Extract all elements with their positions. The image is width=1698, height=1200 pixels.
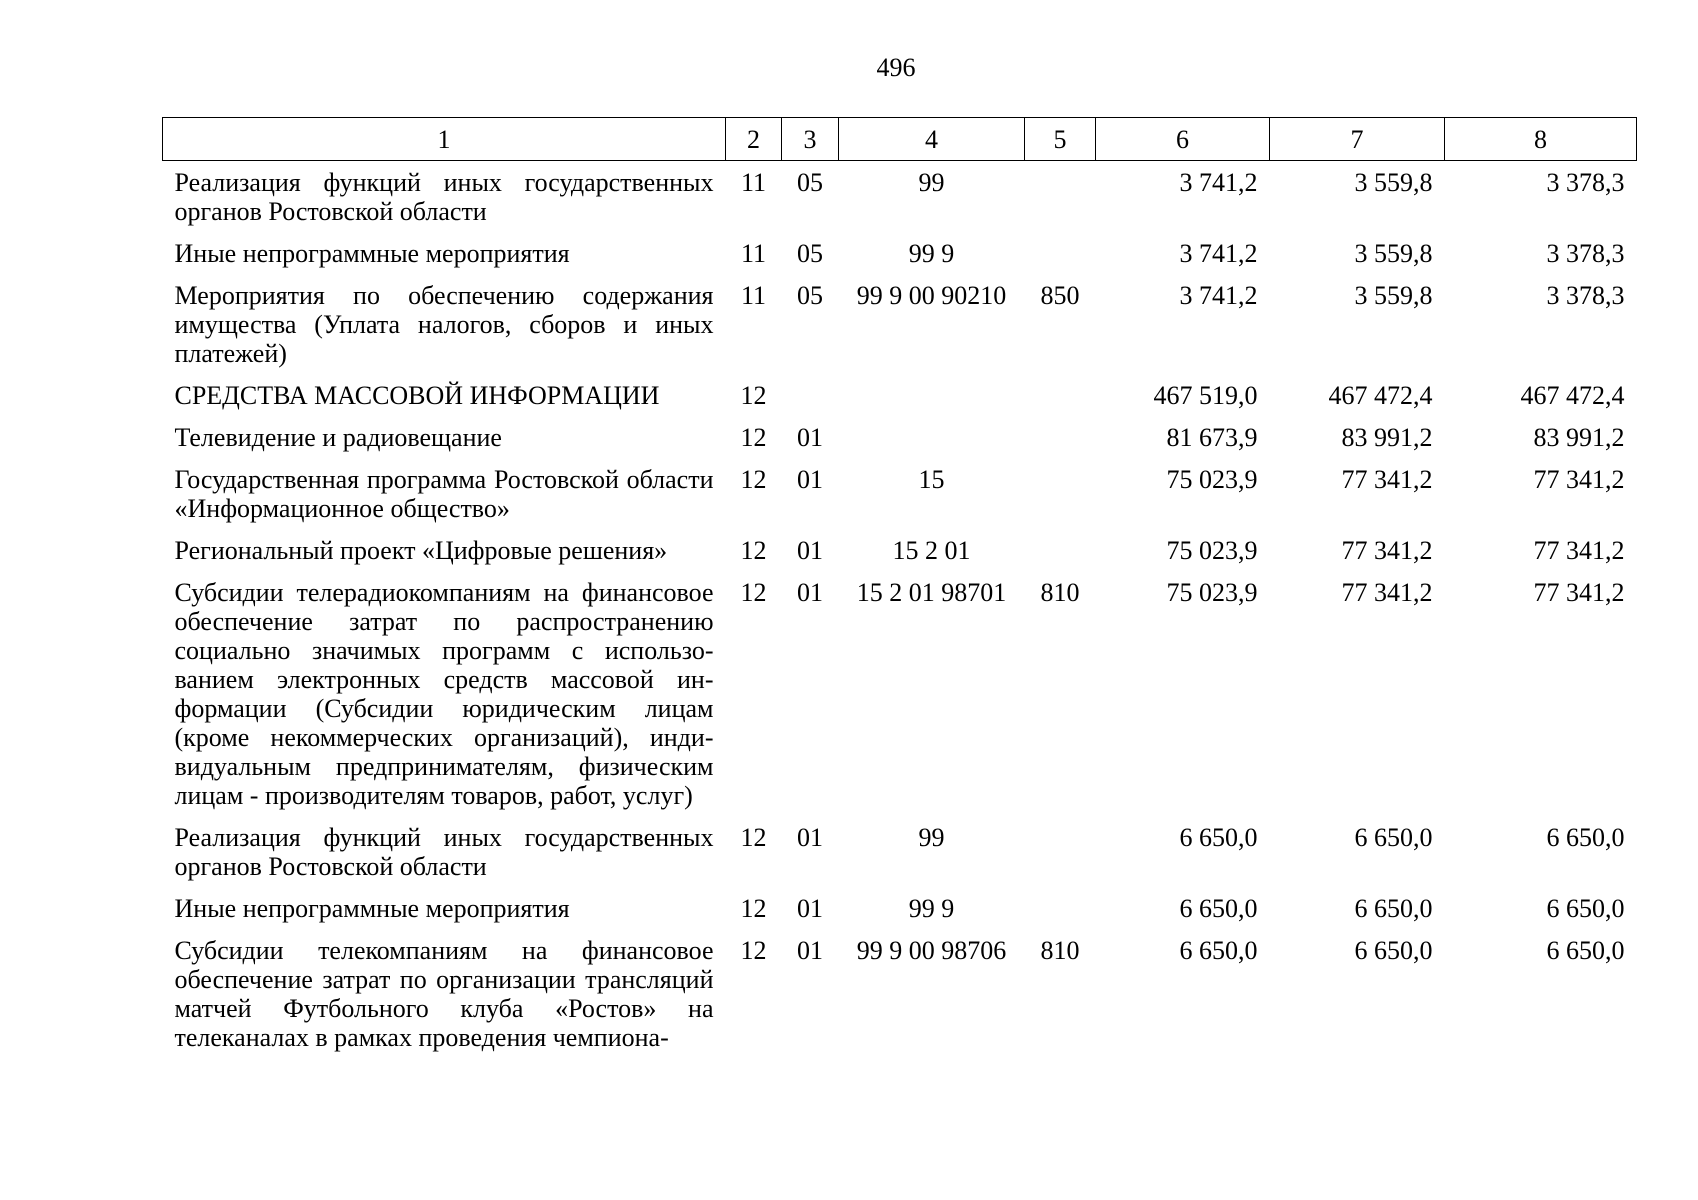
row-amount-7: 3 559,8: [1354, 239, 1433, 268]
row-section: 11: [740, 239, 767, 268]
row-subsection: 01: [797, 536, 823, 565]
row-name: Телевидение и радиовещание: [174, 423, 502, 452]
row-amount-7: 6 650,0: [1354, 894, 1433, 923]
table-row: [163, 571, 1637, 816]
row-target-article: 15: [918, 465, 945, 494]
table-row: [163, 816, 1637, 887]
row-target-article: [839, 416, 1025, 458]
row-expense-type: [1025, 887, 1096, 929]
row-name: СРЕДСТВА МАССОВОЙ ИНФОРМАЦИИ: [174, 381, 660, 410]
row-subsection: 01: [797, 578, 823, 607]
table-row: [163, 232, 1637, 274]
row-amount-8: 3 378,3: [1546, 239, 1625, 268]
row-amount-7: 77 341,2: [1341, 465, 1433, 494]
row-target-article: 99 9: [908, 894, 955, 923]
row-amount-6: 3 741,2: [1179, 281, 1258, 310]
row-amount-6: 3 741,2: [1179, 239, 1258, 268]
row-amount-6: 467 519,0: [1153, 381, 1258, 410]
row-expense-type: 810: [1040, 578, 1080, 607]
row-name: Реализация функций иных государственных органов Ростовской области: [174, 168, 714, 226]
row-amount-7: 467 472,4: [1328, 381, 1433, 410]
row-amount-8: 3 378,3: [1546, 168, 1625, 197]
row-section: 12: [740, 465, 767, 494]
row-amount-8: 77 341,2: [1533, 465, 1625, 494]
row-amount-7: 6 650,0: [1354, 823, 1433, 852]
row-expense-type: [1025, 458, 1096, 529]
row-subsection: 05: [797, 168, 823, 197]
row-amount-8: 77 341,2: [1533, 536, 1625, 565]
row-amount-6: 6 650,0: [1179, 936, 1258, 965]
row-target-article: 99: [918, 168, 945, 197]
table-row: [163, 458, 1637, 529]
row-target-article: 15 2 01: [892, 536, 971, 565]
row-subsection: 05: [797, 281, 823, 310]
row-subsection: [782, 374, 839, 416]
page-number: 496: [876, 53, 916, 82]
row-name: Региональный проект «Цифровые решения»: [174, 536, 668, 565]
budget-table: [162, 117, 1637, 1058]
col-header-3: 3: [782, 118, 839, 161]
row-amount-7: 83 991,2: [1341, 423, 1433, 452]
row-subsection: 01: [797, 823, 823, 852]
col-header-7: 7: [1270, 118, 1445, 161]
row-amount-6: 75 023,9: [1166, 465, 1258, 494]
row-section: 12: [740, 536, 767, 565]
row-expense-type: [1025, 529, 1096, 571]
row-amount-7: 3 559,8: [1354, 168, 1433, 197]
row-expense-type: [1025, 816, 1096, 887]
row-target-article: 15 2 01 98701: [856, 578, 1007, 607]
row-amount-6: 6 650,0: [1179, 894, 1258, 923]
row-subsection: 01: [797, 423, 823, 452]
row-subsection: 05: [797, 239, 823, 268]
row-expense-type: [1025, 232, 1096, 274]
row-expense-type: 850: [1040, 281, 1080, 310]
row-amount-6: 3 741,2: [1179, 168, 1258, 197]
row-section: 12: [740, 894, 767, 923]
row-section: 12: [740, 381, 767, 410]
row-amount-6: 81 673,9: [1166, 423, 1258, 452]
row-amount-8: 3 378,3: [1546, 281, 1625, 310]
table-row: [163, 374, 1637, 416]
row-subsection: 01: [797, 465, 823, 494]
header-row: [163, 118, 1637, 161]
row-subsection: 01: [797, 936, 823, 965]
row-target-article: 99 9: [908, 239, 955, 268]
table-row: [163, 929, 1637, 1058]
row-amount-7: 77 341,2: [1341, 536, 1433, 565]
row-amount-6: 75 023,9: [1166, 578, 1258, 607]
row-target-article: 99 9 00 98706: [856, 936, 1007, 965]
row-section: 11: [740, 281, 767, 310]
row-subsection: 01: [797, 894, 823, 923]
row-expense-type: [1025, 161, 1096, 233]
row-amount-8: 6 650,0: [1546, 823, 1625, 852]
table-row: [163, 274, 1637, 374]
row-section: 12: [740, 423, 767, 452]
row-amount-7: 3 559,8: [1354, 281, 1433, 310]
row-name: Иные непрограммные мероприятия: [174, 894, 570, 923]
row-target-article: 99: [918, 823, 945, 852]
row-amount-8: 467 472,4: [1520, 381, 1625, 410]
row-amount-8: 83 991,2: [1533, 423, 1625, 452]
row-expense-type: [1025, 374, 1096, 416]
row-section: 12: [740, 578, 767, 607]
row-amount-6: 6 650,0: [1179, 823, 1258, 852]
row-amount-6: 75 023,9: [1166, 536, 1258, 565]
row-amount-8: 6 650,0: [1546, 894, 1625, 923]
col-header-2: 2: [726, 118, 782, 161]
row-target-article: [839, 374, 1025, 416]
row-name: Реализация функций иных государственных органов Ростовской области: [174, 823, 714, 881]
row-expense-type: 810: [1040, 936, 1080, 965]
row-amount-8: 6 650,0: [1546, 936, 1625, 965]
col-header-6: 6: [1096, 118, 1270, 161]
row-name: Субсидии телерадиокомпаниям на финансовое обеспечение затрат по распространению социально значимых программ с использованием электронных средств массовой информации (Субсидии юридическим лицам (кроме некоммерческих организаций), индивидуальным предпринимателям, физическим лицам - производителям товаров, работ, услуг): [174, 578, 714, 810]
row-name: Государственная программа Ростовской области «Информационное общество»: [174, 465, 714, 523]
row-name: Мероприятия по обеспечению содержания имущества (Уплата налогов, сборов и иных платежей): [174, 281, 714, 368]
col-header-4: 4: [839, 118, 1025, 161]
col-header-5: 5: [1025, 118, 1096, 161]
row-expense-type: [1025, 416, 1096, 458]
row-section: 11: [740, 168, 767, 197]
col-header-8: 8: [1445, 118, 1637, 161]
table-row: [163, 416, 1637, 458]
table-row: [163, 161, 1637, 233]
row-amount-7: 77 341,2: [1341, 578, 1433, 607]
row-target-article: 99 9 00 90210: [856, 281, 1007, 310]
table-row: [163, 529, 1637, 571]
row-name: Субсидии телекомпаниям на финансовое обеспечение затрат по организации трансляций матчей Футбольного клуба «Ростов» на телеканалах в рамках проведения чемпиона-: [174, 936, 714, 1052]
row-amount-7: 6 650,0: [1354, 936, 1433, 965]
row-section: 12: [740, 823, 767, 852]
table-row: [163, 887, 1637, 929]
row-name: Иные непрограммные мероприятия: [174, 239, 570, 268]
row-amount-8: 77 341,2: [1533, 578, 1625, 607]
row-section: 12: [740, 936, 767, 965]
col-header-1: 1: [163, 118, 726, 161]
